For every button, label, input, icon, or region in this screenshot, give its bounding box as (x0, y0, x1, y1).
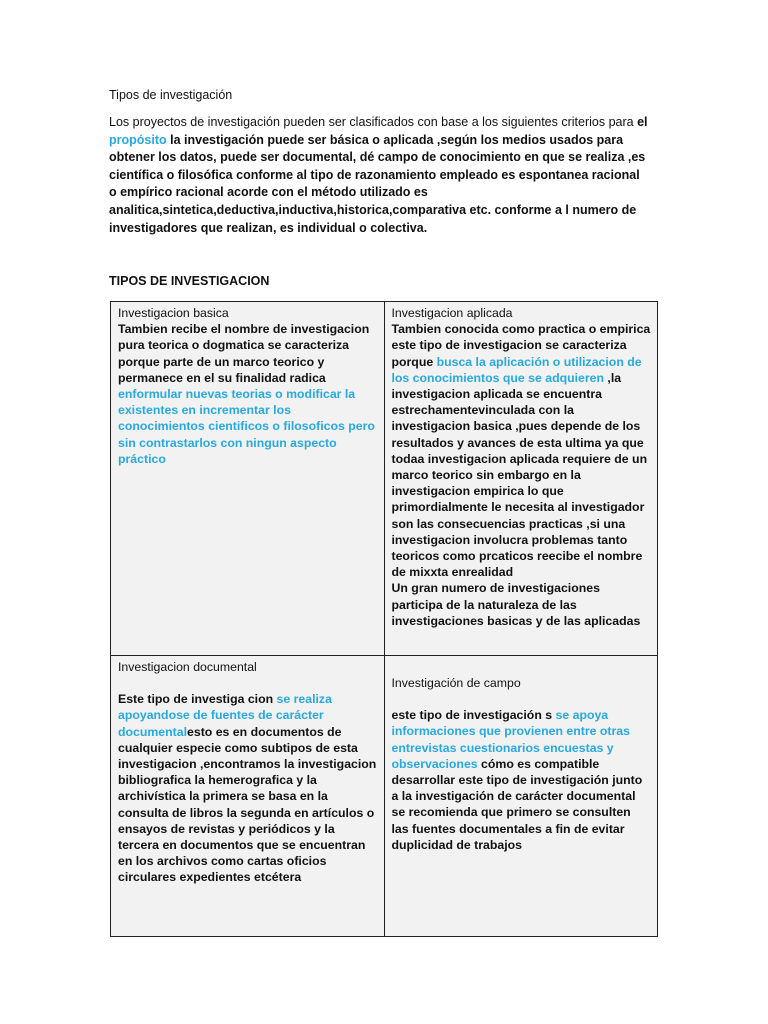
research-types-table (110, 301, 658, 937)
cell-highlight: se apoya informaciones que provienen entre otras entrevistas cuestionarios encuestas y observaciones (391, 708, 630, 771)
cell-text: esto es en documentos de cualquier especie como subtipos de esta investigacion ,encontramos la investigacion bibliografica la hemerografica y la archivística la primera se basa en la consulta de libros la segunda en artículos o ensayos de revistas y periódicos y la tercera en documentos que se encuentran en los archivos como cartas oficios circulares expedientes etcétera (118, 724, 377, 885)
cell-investigacion-basica (111, 302, 385, 656)
cell-heading: Investigacion basica (118, 306, 229, 320)
section-title: TIPOS DE INVESTIGACION (109, 274, 270, 288)
table-row (111, 302, 658, 656)
cell-text: ,la investigacion aplicada se encuentra estrechamentevinculada con la investigacion basica ,pues depende de los resultados y avances de esta ultima ya que todaa investigacion aplicada requiere de un marco teorico sin embargo en la investigacion empirica lo que primordialmente le necesita al investigador son las consecuencias practicas ,si una investigacion involucra problemas tanto teoricos como prcaticos reecibe el nombre de mixxta enrealidad (391, 370, 648, 580)
intro-paragraph (109, 114, 649, 237)
cell-heading: Investigación de campo (391, 676, 521, 690)
intro-highlight: propósito (109, 132, 167, 147)
cell-investigacion-aplicada (384, 302, 658, 656)
cell-text: Tambien conocida como practica o empirica este tipo de investigacion se caracteriza porque (391, 322, 651, 369)
cell-text: Tambien recibe el nombre de investigacion pura teorica o dogmatica se caracteriza porque parte de un marco teorico y permanece en el su finalidad radica (118, 322, 370, 385)
document-title: Tipos de investigación (109, 88, 233, 102)
cell-heading: Investigacion aplicada (391, 306, 513, 320)
table-row (111, 656, 658, 937)
intro-pre: el (637, 115, 648, 129)
cell-highlight: se realiza apoyandose de fuentes de carácter documental (118, 692, 332, 739)
cell-highlight: enformular nuevas teorias o modificar la existentes en incrementar los conocimientos cientificos o filosoficos pero sin contrastarlos con ningun aspecto práctico (118, 387, 375, 466)
cell-heading: Investigacion documental (118, 660, 257, 674)
cell-text: Este tipo de investiga cion (118, 692, 277, 707)
intro-first-line: Los proyectos de investigación pueden ser clasificados con base a los siguientes criterios para (109, 115, 634, 129)
cell-investigacion-campo (384, 656, 658, 937)
cell-investigacion-documental (111, 656, 385, 937)
cell-text: cómo es compatible desarrollar este tipo de investigación junto a la investigación de carácter documental se recomienda que primero se consulten las fuentes documentales a fin de evitar duplicidad de trabajos (391, 756, 643, 852)
document-page (109, 86, 659, 885)
intro-post: la investigación puede ser básica o aplicada ,según los medios usados para obtener los datos, puede ser documental, dé campo de conocimiento en que se realiza ,es científica o filosófica conforme al tipo de razonamiento empleado es espontanea racional o empírico racional acorde con el método utilizado es analitica,sintetica,deductiva,inductiva,historica,comparativa etc. conforme a l numero de investigadores que realizan, es individual o colectiva. (109, 132, 646, 235)
cell-highlight: busca la aplicación o utilizacion de los conocimientos que se adquieren (391, 354, 642, 385)
cell-text: Un gran numero de investigaciones participa de la naturaleza de las investigaciones basicas y de las aplicadas (391, 581, 641, 628)
cell-text: este tipo de investigación s (391, 708, 556, 723)
